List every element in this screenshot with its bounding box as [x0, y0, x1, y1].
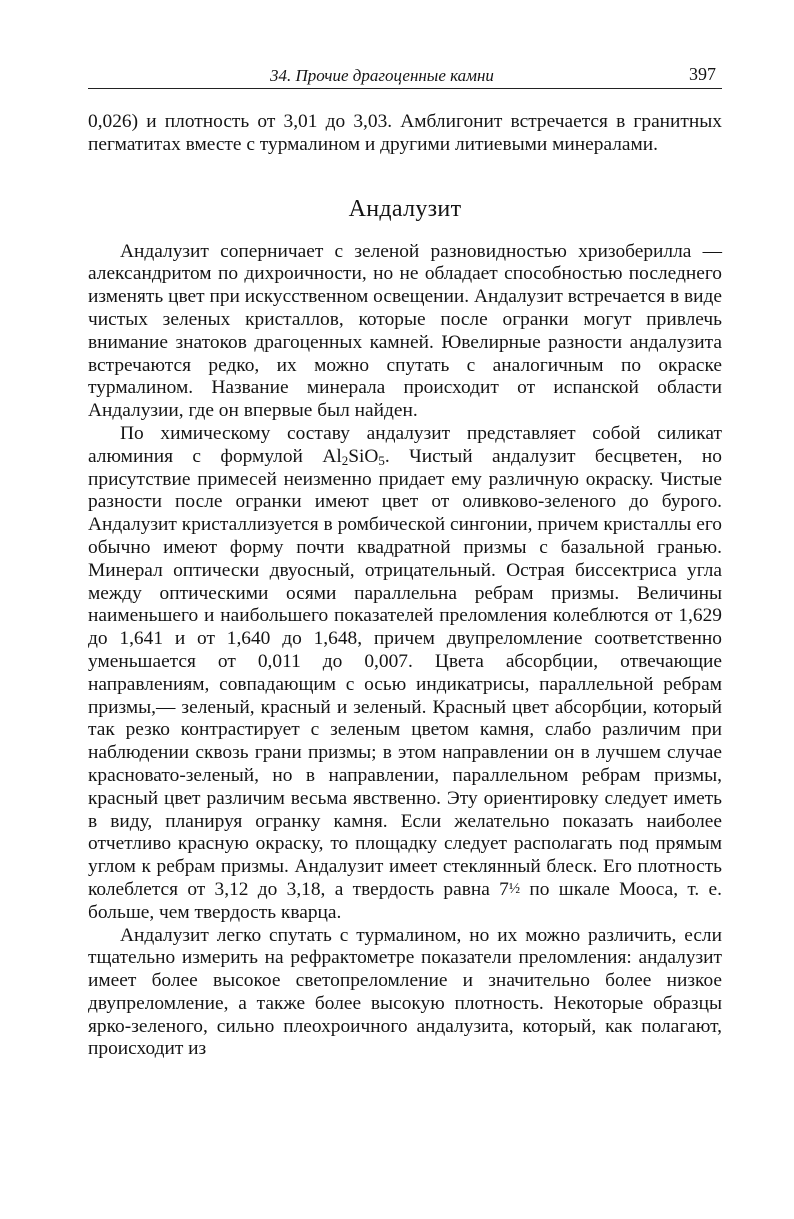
paragraph-2-text-b: . Чистый андалузит бесцветен, но присутствие примесей неизменно придает ему различную окраску. Чистые разности после огранки имеют цвет от оливково-зеленого до бурого. Андалузит кристаллизуется в ромбической сингонии, причем кристаллы его обычно имеют форму почти квадратной призмы с базальной гранью. Минерал оптически двуосный, отрицательный. Острая биссектриса угла между оптическими осями параллельна ребрам призмы. Величины наименьшего и наибольшего показателей преломления колеблются от 1,629 до 1,641 и от 1,640 до 1,648, причем двупреломление соответственно уменьшается от 0,011 до 0,007. Цвета абсорбции, отвечающие направлениям, совпадающим с осью индикатрисы, параллельной ребрам призмы,— зеленый, красный и зеленый. Красный цвет абсорбции, который так резко контрастирует с зеленым цветом камня, слабо различим при наблюдении сквозь грани призмы; в этом направлении он в лучшем случае красновато-зеленый, но в направлении, параллельном ребрам призмы, красный цвет различим весьма явственно. Эту ориентировку следует иметь в виду, планируя огранку камня. Если желательно показать наиболее отчетливо красную окраску, то площадку следует располагать под прямым углом к ребрам призмы. Андалузит имеет стеклянный блеск. Его плотность колеблется от 3,12 до 3,18, а твердость равна [88, 445, 722, 900]
intro-paragraph: 0,026) и плотность от 3,01 до 3,03. Амблигонит встречается в гранитных пегматитах вместе с турмалином и другими литиевыми минералами. [88, 111, 722, 155]
chemical-formula [322, 446, 385, 467]
paragraph-2 [88, 423, 722, 925]
page-number: 397 [689, 64, 716, 84]
running-title: 34. Прочие драгоценные камни [270, 66, 494, 85]
formula-part-sio: SiO [348, 445, 379, 467]
running-header [88, 58, 722, 89]
formula-sub-al: 2 [341, 452, 349, 468]
paragraph-3: Андалузит легко спутать с турмалином, но их можно различить, если тщательно измерить на рефрактометре показатели преломления: андалузит имеет более высокое светопреломление и значительно более низкое двупреломление, а также более высокую плотность. Некоторые образцы ярко-зеленого, сильно плеохроичного андалузита, который, как полагают, происходит из [88, 924, 722, 1060]
formula-part-al: Al [322, 445, 342, 467]
formula-sub-sio: 5 [378, 452, 385, 468]
book-page [88, 58, 722, 1061]
page-body [88, 111, 722, 1061]
section-title: Андалузит [348, 195, 462, 222]
paragraph-2-text-c: по шкале Мооса, т. е. больше, чем твердость кварца. [88, 878, 722, 923]
hardness-fraction: ½ [508, 880, 521, 897]
paragraph-1: Андалузит соперничает с зеленой разновидностью хризоберилла — александритом по дихроичности, но не обладает способностью последнего изменять цвет при искусственном освещении. Андалузит встречается в виде чистых зеленых кристаллов, которые после огранки могут привлечь внимание знатоков драгоценных камней. Ювелирные разности андалузита встречаются редко, их можно спутать с аналогичным по окраске турмалином. Название минерала происходит от испанской области Андалузии, где он впервые был найден. [88, 240, 722, 422]
paragraph-2-text-a: По химическому составу андалузит представляет собой силикат алюминия с формулой [88, 422, 722, 467]
hardness-whole: 7 [499, 878, 509, 900]
hardness-value [499, 879, 520, 900]
